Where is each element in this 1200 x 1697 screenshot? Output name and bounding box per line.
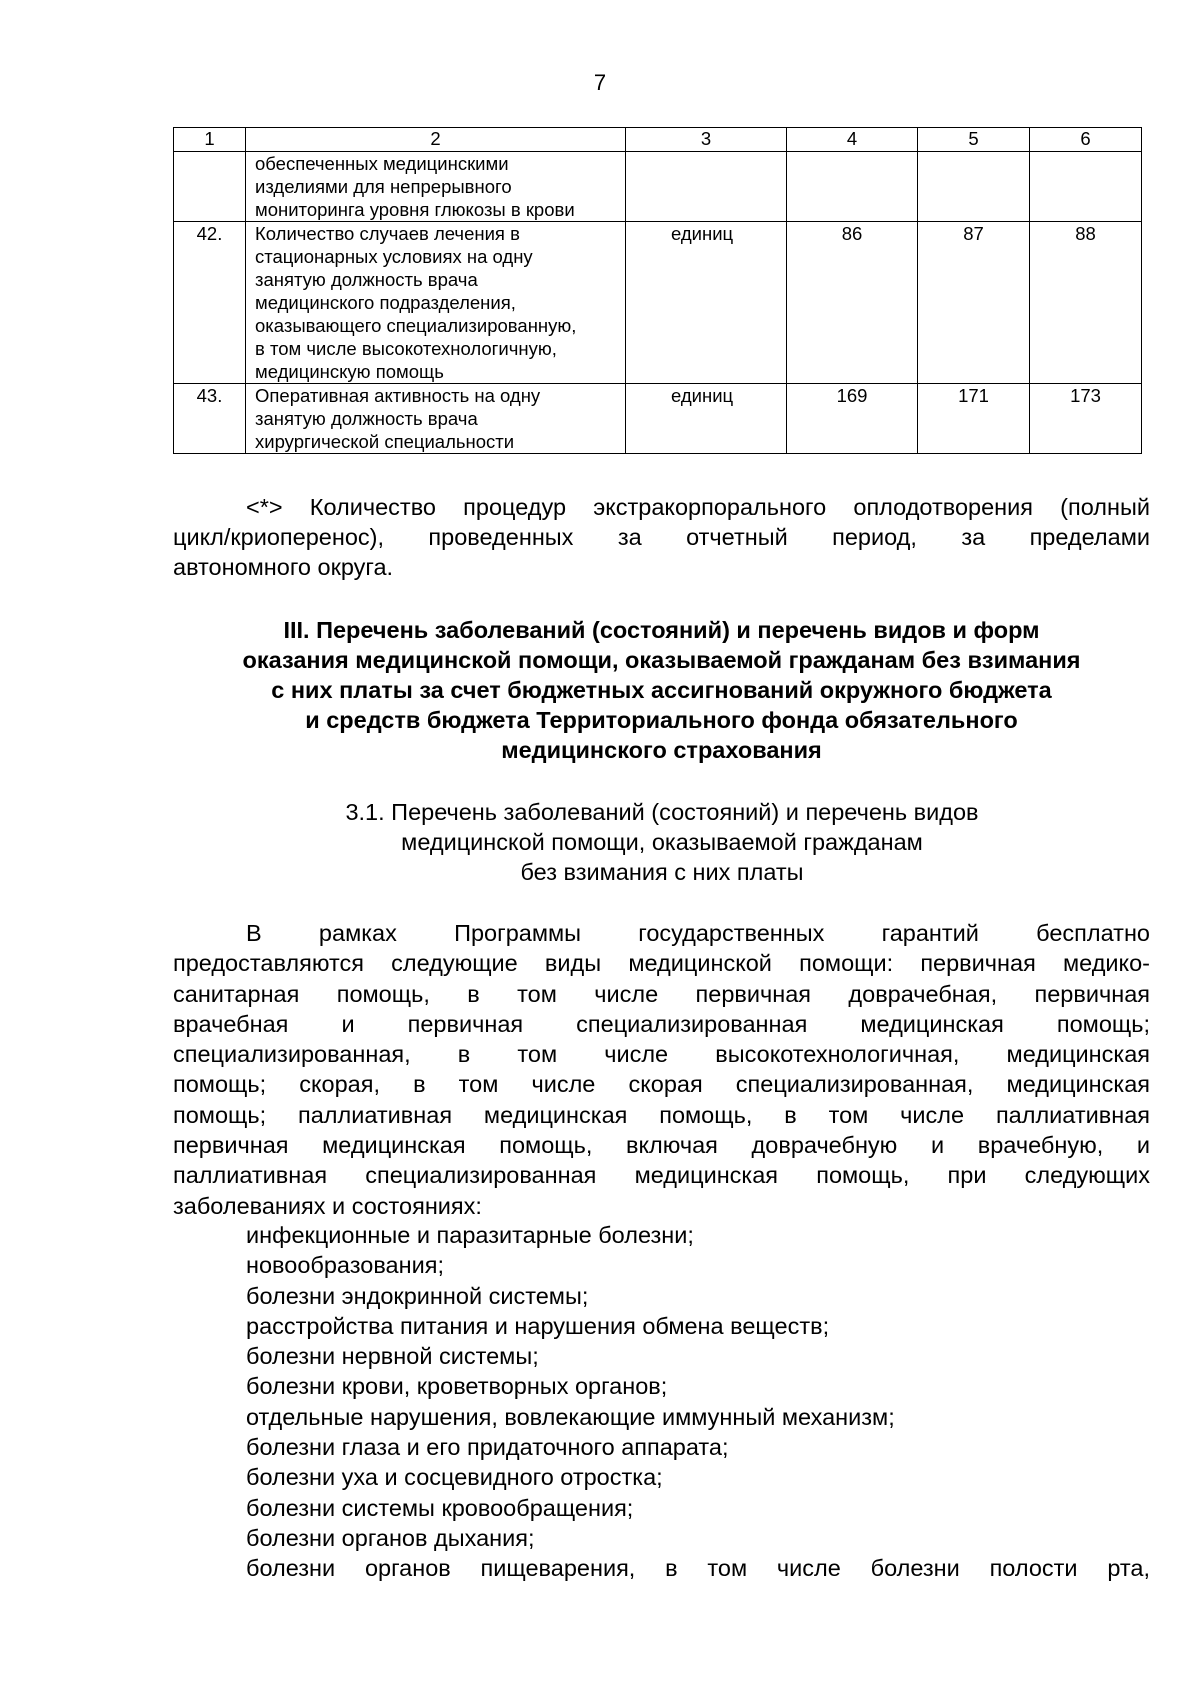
section-title: III. Перечень заболеваний (состояний) и перечень видов и форм оказания медицинской помощи, оказываемой гражданам без взимания с них платы за счет бюджетных ассигнований окружного бюджета и средств бюджета Территориального фонда обязательного медицинского страхования [242, 617, 1081, 763]
unit-cell [626, 152, 787, 222]
indicator-description: Оперативная активность на одну занятую должность врача хирургической специальности [246, 384, 626, 454]
indicator-description: обеспеченных медицинскими изделиями для непрерывного мониторинга уровня глюкозы в крови [246, 152, 626, 222]
table-row [174, 384, 1142, 454]
unit-cell: единиц [626, 222, 787, 384]
row-number-cell: 43. [174, 384, 246, 454]
list-item: болезни нервной системы; [246, 1343, 539, 1370]
column-header: 3 [626, 128, 787, 152]
footnote: <*> Количество процедур экстракорпорального оплодотворения (полный цикл/криоперенос), проведенных за отчетный период, за пределами автономного округа. [173, 494, 1150, 580]
list-item: болезни эндокринной системы; [246, 1282, 589, 1309]
list-item: отдельные нарушения, вовлекающие иммунный механизм; [246, 1403, 895, 1430]
list-item: болезни глаза и его придаточного аппарата; [246, 1434, 729, 1461]
value-cell: 171 [918, 384, 1030, 454]
list-item: инфекционные и паразитарные болезни; [246, 1222, 694, 1248]
value-cell [787, 152, 918, 222]
value-cell [918, 152, 1030, 222]
list-item: болезни системы кровообращения; [246, 1494, 634, 1521]
value-cell: 169 [787, 384, 918, 454]
subsection-title: 3.1. Перечень заболеваний (состояний) и перечень видов медицинской помощи, оказываемой гражданам без взимания с них платы [345, 799, 979, 885]
column-header: 4 [787, 128, 918, 152]
column-header: 1 [174, 128, 246, 152]
indicator-description: Количество случаев лечения в стационарных условиях на одну занятую должность врача медицинского подразделения, оказывающего специализированную, в том числе высокотехнологичную, медицинскую помощь [246, 222, 626, 384]
row-number-cell [174, 152, 246, 222]
table-row [174, 152, 1142, 222]
value-cell: 87 [918, 222, 1030, 384]
row-number-cell: 42. [174, 222, 246, 384]
unit-cell: единиц [626, 384, 787, 454]
column-header: 5 [918, 128, 1030, 152]
column-header: 2 [246, 128, 626, 152]
list-item: болезни органов пищеварения, в том числе болезни полости рта, [246, 1555, 1150, 1582]
page-number: 7 [593, 70, 607, 95]
list-item: болезни крови, кроветворных органов; [246, 1373, 668, 1400]
table-header-row [174, 128, 1142, 152]
disease-list [246, 1220, 1150, 1584]
value-cell: 173 [1030, 384, 1142, 454]
value-cell [1030, 152, 1142, 222]
indicators-table [173, 127, 1142, 454]
column-header: 6 [1030, 128, 1142, 152]
value-cell: 88 [1030, 222, 1142, 384]
list-item: болезни органов дыхания; [246, 1524, 535, 1551]
list-item: новообразования; [246, 1252, 444, 1279]
body-paragraph: В рамках Программы государственных гарантий бесплатно предоставляются следующие виды медицинской помощи: первичная медико- санитарная помощь, в том числе первичная доврачебная, первичная врачебная и первичная специализированная медицинская помощь; специализированная, в том числе высокотехнологичная, медицинская помощь; скорая, в том числе скорая специализированная, медицинская помощь; паллиативная медицинская помощь, в том числе паллиативная первичная медицинская помощь, включая доврачебную и врачебную, и паллиативная специализированная медицинская помощь, при следующих заболеваниях и состояниях: [173, 920, 1150, 1219]
value-cell: 86 [787, 222, 918, 384]
list-item: расстройства питания и нарушения обмена веществ; [246, 1312, 830, 1339]
table-row [174, 222, 1142, 384]
list-item: болезни уха и сосцевидного отростка; [246, 1464, 663, 1491]
